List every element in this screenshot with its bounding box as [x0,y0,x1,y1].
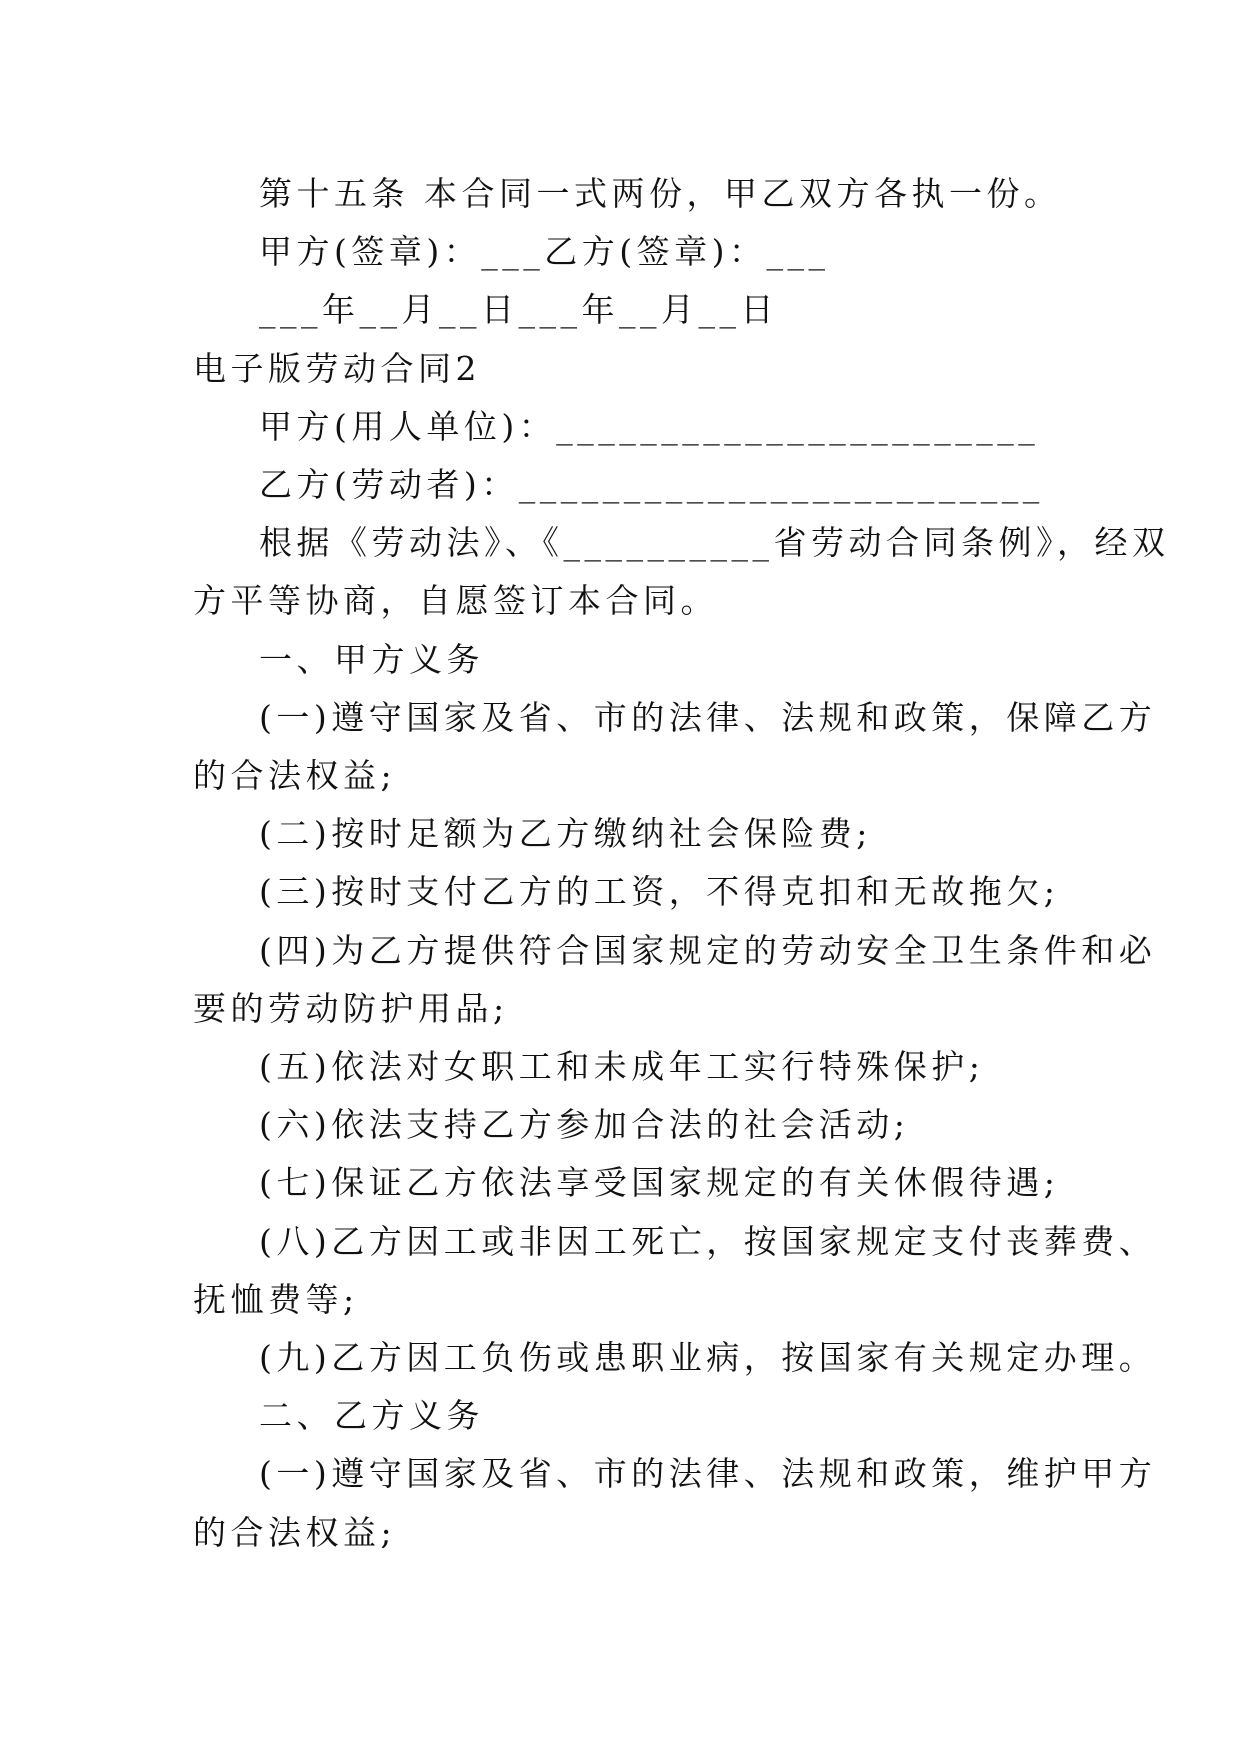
clause-a7: (七)保证乙方依法享受国家规定的有关休假待遇; [259,1163,1060,1203]
clause-b1-line-2: 的合法权益; [193,1512,397,1552]
article-15-text: 第十五条 本合同一式两份，甲乙双方各执一份。 [259,174,1062,213]
section-heading-party-a: 一、甲方义务 [259,639,484,679]
preamble-line-1: 根据《劳动法》、《__________省劳动合同条例》，经双 [259,523,1170,563]
clause-a3: (三)按时支付乙方的工资，不得克扣和无故拖欠; [259,872,1060,912]
clause-a4-line-1: (四)为乙方提供符合国家规定的劳动安全卫生条件和必 [259,930,1157,970]
clause-a9: (九)乙方因工负伤或患职业病，按国家有关规定办理。 [259,1338,1157,1378]
contract-title: 电子版劳动合同2 [193,348,481,388]
clause-a1-line-2: 的合法权益; [193,756,397,796]
clause-b1-line-1: (一)遵守国家及省、市的法律、法规和政策，维护甲方 [259,1454,1157,1494]
clause-a5: (五)依法对女职工和未成年工实行特殊保护; [259,1047,985,1087]
clause-a1-line-1: (一)遵守国家及省、市的法律、法规和政策，保障乙方 [259,697,1157,737]
clause-a2: (二)按时足额为乙方缴纳社会保险费; [259,814,872,854]
signature-line: 甲方(签章)：___乙方(签章)：___ [259,232,830,272]
clause-a4-line-2: 要的劳动防护用品; [193,988,509,1028]
party-b-line: 乙方(劳动者)：_________________________ [259,465,1044,505]
clause-a8-line-1: (八)乙方因工或非因工死亡，按国家规定支付丧葬费、 [259,1221,1157,1261]
document-body [193,165,1170,1562]
date-line: ___年__月__日___年__月__日 [259,290,778,330]
preamble-line-2: 方平等协商，自愿签订本合同。 [193,581,718,621]
clause-a6: (六)依法支持乙方参加合法的社会活动; [259,1105,910,1145]
clause-a8-line-2: 抚恤费等; [193,1279,359,1319]
section-heading-party-b: 二、乙方义务 [259,1396,484,1436]
party-a-line: 甲方(用人单位)：_______________________ [259,406,1040,446]
